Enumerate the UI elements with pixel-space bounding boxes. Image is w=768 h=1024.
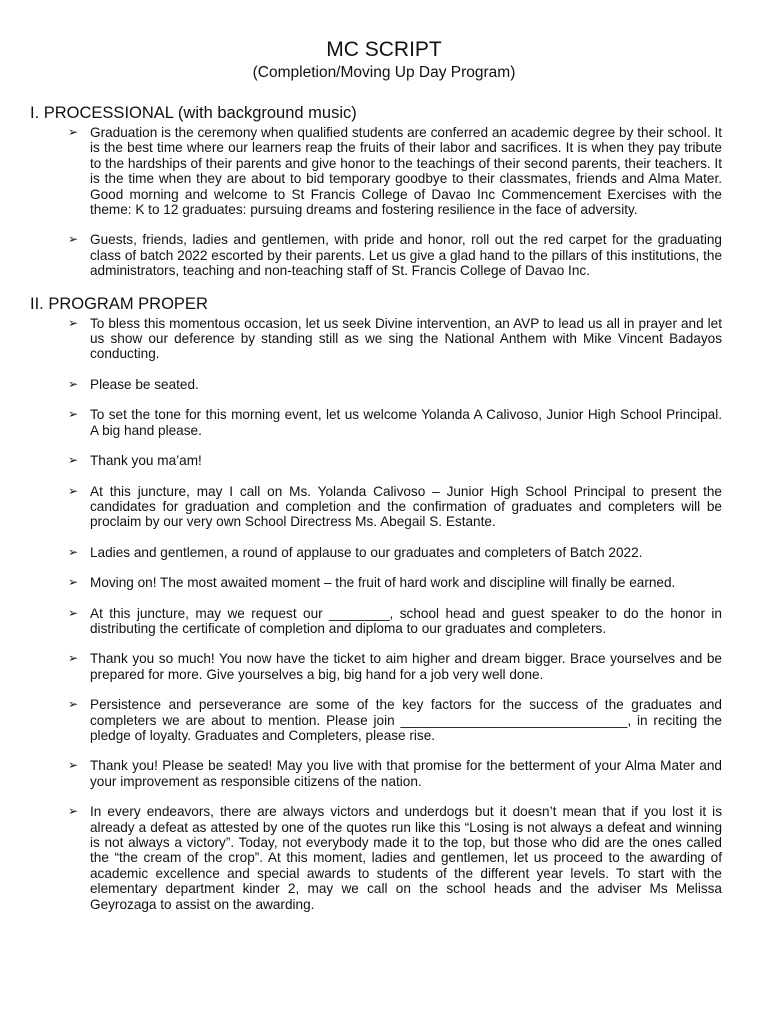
list-item xyxy=(46,758,722,789)
list-item-text: Thank you so much! You now have the ticket to aim higher and dream bigger. Brace yourselves and be prepared for more. Give yourselves a big, big hand for a job very well done. xyxy=(90,651,722,682)
list-item-text: Graduation is the ceremony when qualified students are conferred an academic degree by their school. It is the best time where our learners reap the fruits of their labor and sacrifices. It is when they pay tribute to the hardships of their parents and give honor to the teachings of their second parents, their teachers. It is the time when they are about to bid temporary goodbye to their classmates, friends and Alma Mater. Good morning and welcome to St Francis College of Davao Inc Commencement Exercises with the theme: K to 12 graduates: pursuing dreams and fostering resilience in the face of adversity. xyxy=(90,125,722,218)
list-item-text: To set the tone for this morning event, let us welcome Yolanda A Calivoso, Junior High School Principal. A big hand please. xyxy=(90,407,722,438)
list-item xyxy=(46,232,722,278)
arrow-bullet-icon: ➢ xyxy=(68,125,79,139)
arrow-bullet-icon: ➢ xyxy=(68,575,79,590)
list-item-text: Moving on! The most awaited moment – the fruit of hard work and discipline will finally be earned. xyxy=(90,575,676,591)
list-item xyxy=(46,545,722,560)
list-item xyxy=(46,575,722,590)
section-program-proper xyxy=(30,294,722,912)
arrow-bullet-icon: ➢ xyxy=(68,376,79,391)
list-item xyxy=(46,697,722,743)
arrow-bullet-icon: ➢ xyxy=(68,407,79,422)
list-item-text: Thank you! Please be seated! May you live with that promise for the betterment of your Alma Mater and your improvement as responsible citizens of the nation. xyxy=(90,758,722,789)
arrow-bullet-icon: ➢ xyxy=(68,453,79,468)
arrow-bullet-icon: ➢ xyxy=(68,651,79,666)
section-heading: II. PROGRAM PROPER xyxy=(30,294,208,313)
section-items xyxy=(46,125,722,279)
list-item-text: Ladies and gentlemen, a round of applause to our graduates and completers of Batch 2022. xyxy=(90,544,643,560)
list-item-text: Guests, friends, ladies and gentlemen, with pride and honor, roll out the red carpet for the graduating class of batch 2022 escorted by their parents. Let us give a glad hand to the pillars of this institutions, the administrators, teaching and non-teaching staff of St. Francis College of Davao Inc. xyxy=(90,232,722,279)
arrow-bullet-icon: ➢ xyxy=(68,544,79,559)
arrow-bullet-icon: ➢ xyxy=(68,605,79,620)
list-item-text: At this juncture, may we request our ________, school head and guest speaker to do the honor in distributing the certificate of completion and diploma to our graduates and completers. xyxy=(90,605,722,636)
section-processional xyxy=(30,103,722,279)
arrow-bullet-icon: ➢ xyxy=(68,804,79,819)
list-item xyxy=(46,651,722,682)
list-item xyxy=(46,453,722,468)
list-item-text: Persistence and perseverance are some of the key factors for the success of the graduates and completers we are about to mention. Please join ______________________________, in reciting the pledge of loyalty. Graduates and Completers, please rise. xyxy=(90,697,722,743)
page-subtitle: (Completion/Moving Up Day Program) xyxy=(252,64,516,81)
list-item xyxy=(46,606,722,637)
arrow-bullet-icon: ➢ xyxy=(68,483,79,498)
list-item xyxy=(46,316,722,362)
list-item xyxy=(46,125,722,217)
list-item-text: At this juncture, may I call on Ms. Yolanda Calivoso – Junior High School Principal to present the candidates for graduation and completion and the confirmation of graduates and completers will be proclaim by our very own School Directress Ms. Abegail S. Estante. xyxy=(90,483,722,530)
list-item xyxy=(46,804,722,912)
arrow-bullet-icon: ➢ xyxy=(68,758,79,773)
section-items xyxy=(46,316,722,912)
list-item-text: In every endeavors, there are always victors and underdogs but it doesn’t mean that if you lost it is already a defeat as attested by one of the quotes run like this “Losing is not always a defeat and winning is not always a victory”. Today, not everybody made it to the top, but those who did are the ones called the “the cream of the crop”. At this moment, ladies and gentlemen, let us proceed to the awarding of academic excellence and special awards to students of the different year levels. To start with the elementary department kinder 2, may we call on the school heads and the adviser Ms Melissa Geyrozaga to assist on the awarding. xyxy=(90,804,722,912)
list-item xyxy=(46,484,722,530)
arrow-bullet-icon: ➢ xyxy=(68,697,79,712)
arrow-bullet-icon: ➢ xyxy=(68,315,79,330)
list-item-text: Please be seated. xyxy=(90,376,199,392)
list-item-text: To bless this momentous occasion, let us seek Divine intervention, an AVP to lead us all in prayer and let us show our deference by standing still as we sing the National Anthem with Mike Vincent Badayos conducting. xyxy=(90,315,722,362)
arrow-bullet-icon: ➢ xyxy=(68,232,79,247)
list-item xyxy=(46,377,722,392)
list-item xyxy=(46,407,722,438)
page-title: MC SCRIPT xyxy=(326,38,442,61)
list-item-text: Thank you ma’am! xyxy=(90,453,202,469)
section-heading: I. PROCESSIONAL (with background music) xyxy=(30,104,357,122)
